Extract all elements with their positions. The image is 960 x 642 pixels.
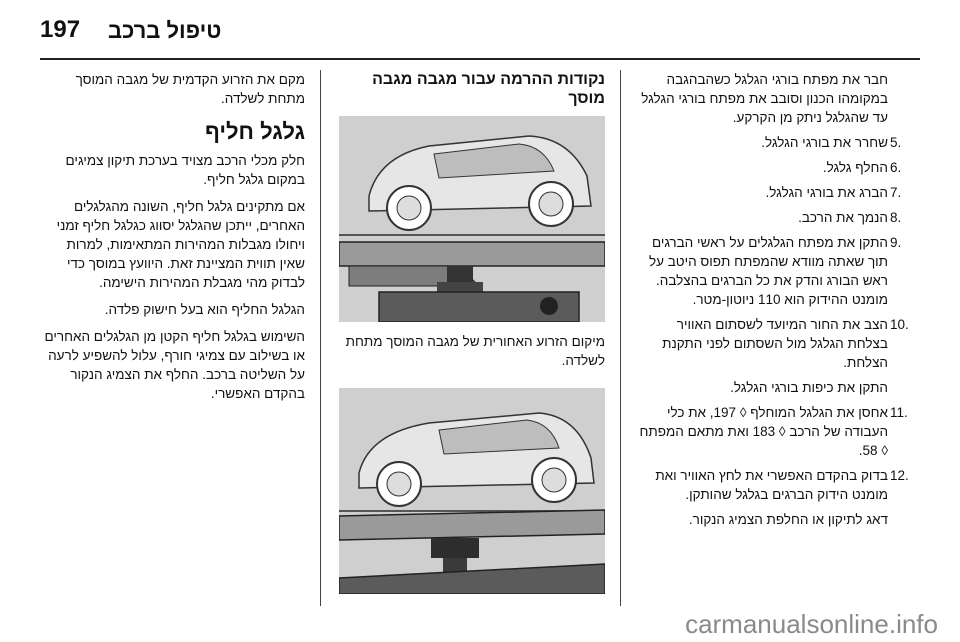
step-text: החלף גלגל. [822,160,888,175]
step-number: 9. [890,235,902,250]
step-10-note: התקן את כיפות בורגי הגלגל. [730,380,888,395]
page-number: 197 [40,16,81,43]
figure-caption: מיקום הזרוע האחורית של מגבה המוסך מתחת לשלדה. [345,334,605,368]
list-item [634,133,914,152]
step-number: 6. [890,160,902,175]
list-item [634,233,914,309]
step-text: הנמך את הרכב. [798,210,888,225]
header-divider [40,58,920,60]
step-number: 12. [890,468,909,483]
front-arm-text: מקם את הזרוע הקדמית של מגבה המוסך מתחת לשלדה. [75,72,305,106]
paragraph: חלק מכלי הרכב מצויד בערכת תיקון צמיגים במקום גלגל חליף. [65,153,305,187]
step-number: 5. [890,135,902,150]
step-text: הברג את בורגי הגלגל. [765,185,888,200]
page-title: טיפול ברכב [108,18,222,43]
column-middle [333,70,605,604]
column-divider-left [320,70,321,606]
section-heading-spare-wheel: גלגל חליף [204,119,305,144]
car-jack-illustration-2 [339,388,605,594]
watermark-text: carmanualsonline.info [685,609,938,639]
step-text: הצב את החור המיועד לשסתום האוויר בצלחת הגלגל מול השסתום לפני התקנת הצלחת. [662,317,888,370]
list-item [634,208,914,227]
car-jack-illustration-1 [339,116,605,322]
list-item [634,466,914,504]
list-item [634,183,914,202]
step-text: אחסן את הגלגל המוחלף ◊ 197, את כלי העבודה של הרכב ◊ 183 ואת מתאם המפתח ◊ 58. [639,405,888,458]
list-item [634,158,914,177]
paragraph: השימוש בגלגל חליף הקטן מן הגלגלים האחרים או בשילוב עם צמיגי חורף, עלול להשפיע לרעה על השליטה ברכב. החלף את הצמיג הנקור בהקדם האפשרי. [44,329,305,401]
step-number: 7. [890,185,902,200]
column-divider-right [620,70,621,606]
intro-text: חבר את מפתח בורגי הגלגל כשהבהגבה במקומהו הכנון וסובב את מפתח בורגי הגלגל עד שהגלגל ניתק מן הקרקע. [641,72,888,125]
section-heading-lift-points: נקודות ההרמה עבור מגבה מגבה מוסך [372,71,605,107]
step-number: 10. [890,317,909,332]
list-item [634,403,914,460]
figure-rear-lift-point [339,388,605,594]
step-number: 11. [890,405,908,420]
steps-list [634,133,914,372]
step-text: התקן את מפתח הגלגלים על ראשי הברגים תוך שאתה מוודא שהמפתח תפוס היטב על ראש הבורג והדק את כל הברגים בהצלבה. מומנט ההידוק הוא 110 ניוטון-מטר. [648,235,888,307]
step-text: בדוק בהקדם האפשרי את לחץ האוויר ואת מומנט הידוק הברגים בגלגל שהותקן. [655,468,888,502]
page-header [40,14,920,48]
step-number: 8. [890,210,902,225]
figure-front-lift-point [339,116,605,322]
list-item [634,315,914,372]
paragraph: הגלגל החליף הוא בעל חישוק פלדה. [104,302,305,317]
column-left [40,70,305,411]
column-right [634,70,914,535]
step-text: שחרר את בורגי הגלגל. [761,135,888,150]
closing-text: דאג לתיקון או החלפת הצמיג הנקור. [688,512,888,527]
paragraph: אם מתקינים גלגל חליף, השונה מהגלגלים האחרים, ייתכן שהגלגל יסווג כגלגל חליף זמני ויחולו מגבלות המהירות המתאימות, למרות שאין תווית המציינת זאת. היוועץ במוסך כדי לבדוק מהי מגבלת המהירות הישימה. [56,199,305,290]
steps-list-continued [634,403,914,504]
